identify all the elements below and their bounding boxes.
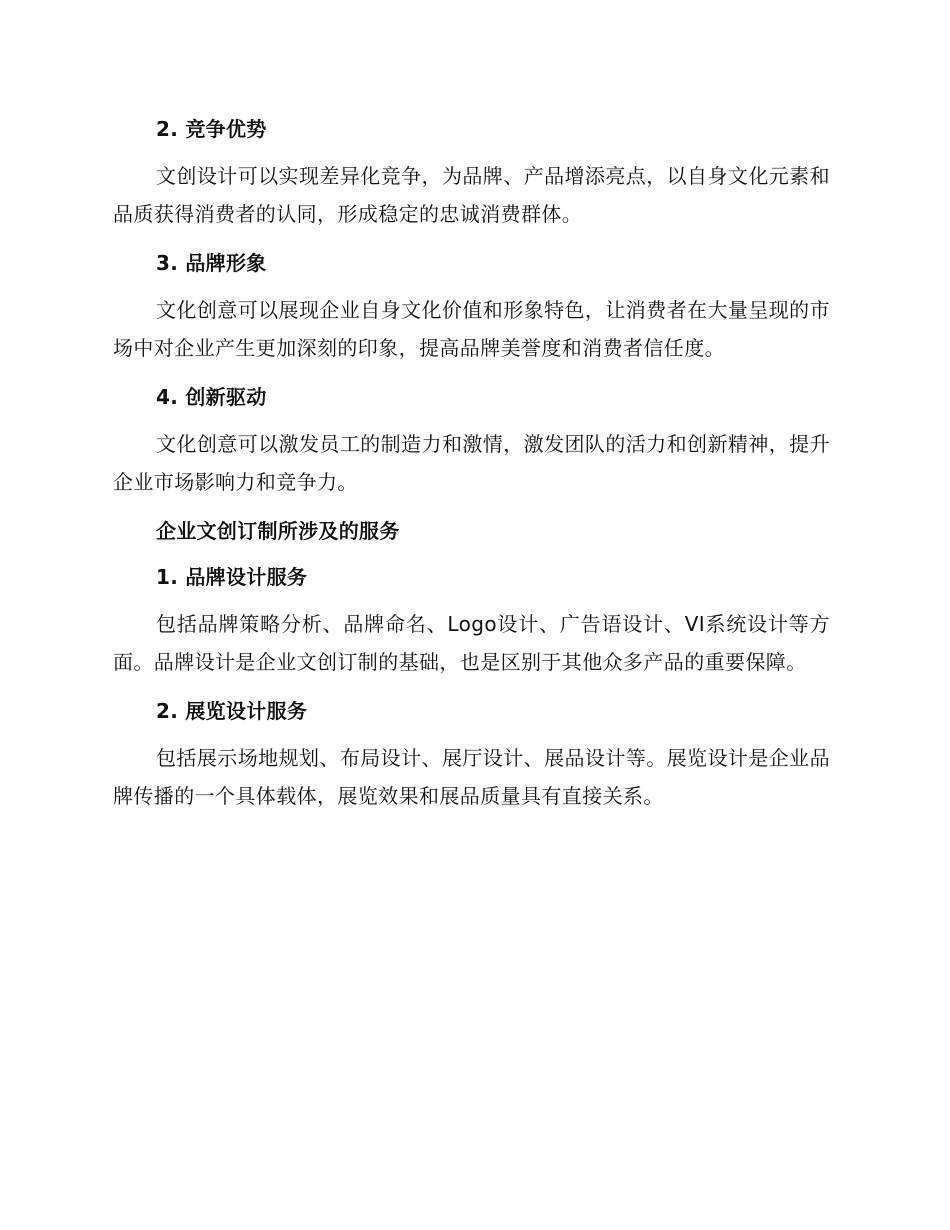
document-body [113,111,830,815]
section-heading-brand-image: 3. 品牌形象 [156,251,267,275]
section-paragraph-innovation-driven: 文化创意可以激发员工的制造力和激情，激发团队的活力和创新精神，提升企业市场影响力和竞争力。 [113,432,830,494]
service-paragraph-brand-design: 包括品牌策略分析、品牌命名、Logo设计、广告语设计、VI系统设计等方面。品牌设计是企业文创订制的基础，也是区别于其他众多产品的重要保障。 [113,612,830,674]
section-heading-competitive-advantage: 2. 竞争优势 [156,117,267,141]
section-paragraph-competitive-advantage: 文创设计可以实现差异化竞争，为品牌、产品增添亮点，以自身文化元素和品质获得消费者的认同，形成稳定的忠诚消费群体。 [113,164,830,226]
service-heading-brand-design: 1. 品牌设计服务 [156,565,308,589]
section-heading-innovation-driven: 4. 创新驱动 [156,385,267,409]
service-paragraph-exhibition-design: 包括展示场地规划、布局设计、展厅设计、展品设计等。展览设计是企业品牌传播的一个具体载体，展览效果和展品质量具有直接关系。 [113,746,830,808]
section-paragraph-brand-image: 文化创意可以展现企业自身文化价值和形象特色，让消费者在大量呈现的市场中对企业产生更加深刻的印象，提高品牌美誉度和消费者信任度。 [113,298,830,360]
services-title: 企业文创订制所涉及的服务 [156,519,400,543]
service-heading-exhibition-design: 2. 展览设计服务 [156,699,308,723]
